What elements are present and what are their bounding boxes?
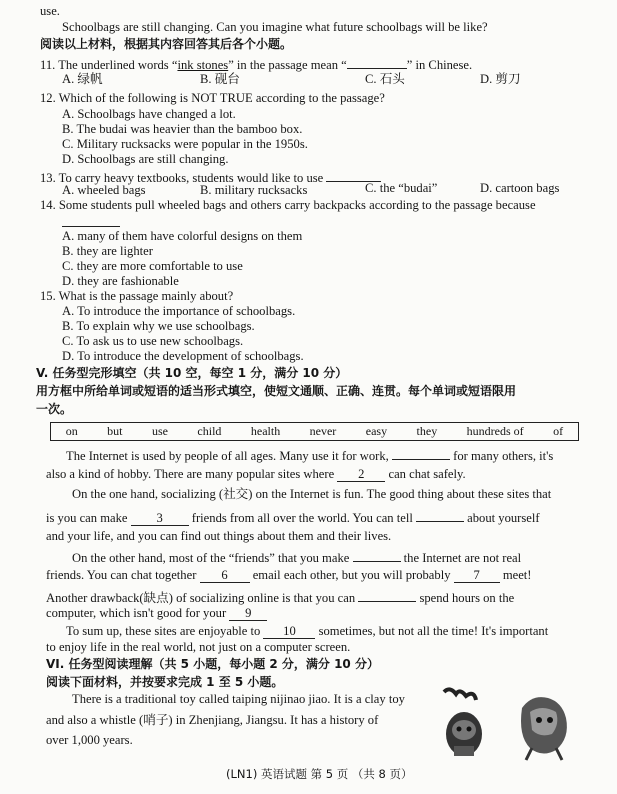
page-footer: (LN1) 英语试题 第 5 页 （共 8 页） (226, 767, 413, 781)
blank-1[interactable] (392, 446, 450, 460)
q12-option-d[interactable]: D. Schoolbags are still changing. (62, 152, 229, 166)
blank-6[interactable]: 6 (200, 569, 250, 583)
q13-option-d[interactable]: D. cartoon bags (480, 181, 560, 195)
passage-line-10: To sum up, these sites are enjoyable to 10 sometimes, but not all the time! It's important (66, 624, 549, 638)
q15-option-b[interactable]: B. To explain why we use schoolbags. (62, 319, 255, 333)
word-box-item: of (553, 424, 564, 439)
q15-option-c[interactable]: C. To ask us to use new schoolbags. (62, 334, 244, 348)
passage-line-11: to enjoy life in the real world, not just on a computer screen. (46, 640, 351, 654)
word-box-item: easy (365, 424, 388, 439)
blank-8[interactable] (358, 588, 416, 602)
section6-title: VI. 任务型阅读理解（共 5 小题，每小题 2 分，满分 10 分） (46, 657, 379, 671)
section6-instruction: 阅读下面材料，并按要求完成 1 至 5 小题。 (46, 675, 284, 689)
section5-title: V. 任务型完形填空（共 10 空，每空 1 分，满分 10 分） (36, 366, 348, 380)
blank-9[interactable]: 9 (229, 607, 267, 621)
q14-stem: 14. Some students pull wheeled bags and others carry backpacks according to the passage because (40, 198, 536, 212)
top-fragment: use. (40, 4, 60, 18)
word-box-item: but (107, 424, 123, 439)
reading-line-2: and also a whistle (哨子) in Zhenjiang, Jiangsu. It has a history of (46, 713, 379, 727)
q12-option-a[interactable]: A. Schoolbags have changed a lot. (62, 107, 236, 121)
q14-option-d[interactable]: D. they are fashionable (62, 274, 179, 288)
reading-line-1: There is a traditional toy called taiping nijinao jiao. It is a clay toy (72, 692, 405, 706)
q15-option-a[interactable]: A. To introduce the importance of schoolbags. (62, 304, 296, 318)
passage-line-5: and your life, and you can find out things about them and their lives. (46, 529, 392, 543)
word-box (50, 422, 579, 441)
reading-instruction: 阅读以上材料，根据其内容回答其后各个小题。 (40, 37, 293, 51)
word-box-item: health (250, 424, 281, 439)
blank-5[interactable] (353, 548, 401, 562)
q13-option-c[interactable]: C. the “budai” (365, 181, 438, 195)
q11-option-a[interactable]: A. 绿帆 (62, 72, 103, 86)
passage-line-3: On the one hand, socializing (社交) on the Internet is fun. The good thing about these sites that (72, 487, 552, 501)
passage-line-9: computer, which isn't good for your 9 (46, 606, 267, 621)
word-box-item: hundreds of (466, 424, 524, 439)
section5-instruction-2: 一次。 (36, 402, 73, 416)
blank-2[interactable]: 2 (337, 468, 385, 482)
passage-line-2: also a kind of hobby. There are many popular sites where 2 can chat safely. (46, 467, 466, 481)
q14-option-a[interactable]: A. many of them have colorful designs on them (62, 229, 303, 243)
blank-3[interactable]: 3 (131, 512, 189, 526)
clay-toy-photo-2 (512, 688, 576, 762)
word-box-item: they (416, 424, 438, 439)
q11-option-c[interactable]: C. 石头 (365, 72, 405, 86)
q13-option-a[interactable]: A. wheeled bags (62, 183, 146, 197)
q15-stem: 15. What is the passage mainly about? (40, 289, 234, 303)
q12-option-b[interactable]: B. The budai was heavier than the bamboo box. (62, 122, 303, 136)
q11-stem: 11. The underlined words “ink stones” in the passage mean “ ” in Chinese. (40, 55, 472, 73)
q12-stem: 12. Which of the following is NOT TRUE according to the passage? (40, 91, 385, 105)
q12-option-c[interactable]: C. Military rucksacks were popular in the 1950s. (62, 137, 308, 151)
q14-option-c[interactable]: C. they are more comfortable to use (62, 259, 243, 273)
word-box-item: never (309, 424, 337, 439)
blank-10[interactable]: 10 (263, 625, 315, 639)
q15-option-d[interactable]: D. To introduce the development of schoolbags. (62, 349, 304, 363)
passage-line-1: The Internet is used by people of all ages. Many use it for work, for many others, it's (66, 446, 553, 464)
q13-stem: 13. To carry heavy textbooks, students would like to use (40, 168, 381, 186)
q13-option-b[interactable]: B. military rucksacks (200, 183, 308, 197)
passage-line-7: friends. You can chat together 6 email each other, but you will probably 7 meet! (46, 568, 532, 582)
intro-line: Schoolbags are still changing. Can you imagine what future schoolbags will be like? (62, 20, 488, 34)
word-box-item: on (65, 424, 78, 439)
q11-option-b[interactable]: B. 砚台 (200, 72, 240, 86)
passage-line-4: is you can make 3 friends from all over the world. You can tell about yourself (46, 508, 540, 526)
clay-toy-photo-1 (436, 684, 492, 764)
blank-4[interactable] (416, 508, 464, 522)
reading-line-3: over 1,000 years. (46, 733, 133, 747)
q11-option-d[interactable]: D. 剪刀 (480, 72, 521, 86)
word-box-item: use (151, 424, 168, 439)
word-box-item: child (197, 424, 222, 439)
passage-line-8: Another drawback(缺点) of socializing online is that you can spend hours on the (46, 588, 514, 606)
section5-instruction: 用方框中所给单词或短语的适当形式填空，使短文通顺、正确、连贯。每个单词或短语限用 (36, 384, 517, 398)
q14-option-b[interactable]: B. they are lighter (62, 244, 153, 258)
blank-7[interactable]: 7 (454, 569, 500, 583)
passage-line-6: On the other hand, most of the “friends” that you make the Internet are not real (72, 548, 521, 566)
q14-blank[interactable] (62, 214, 120, 227)
